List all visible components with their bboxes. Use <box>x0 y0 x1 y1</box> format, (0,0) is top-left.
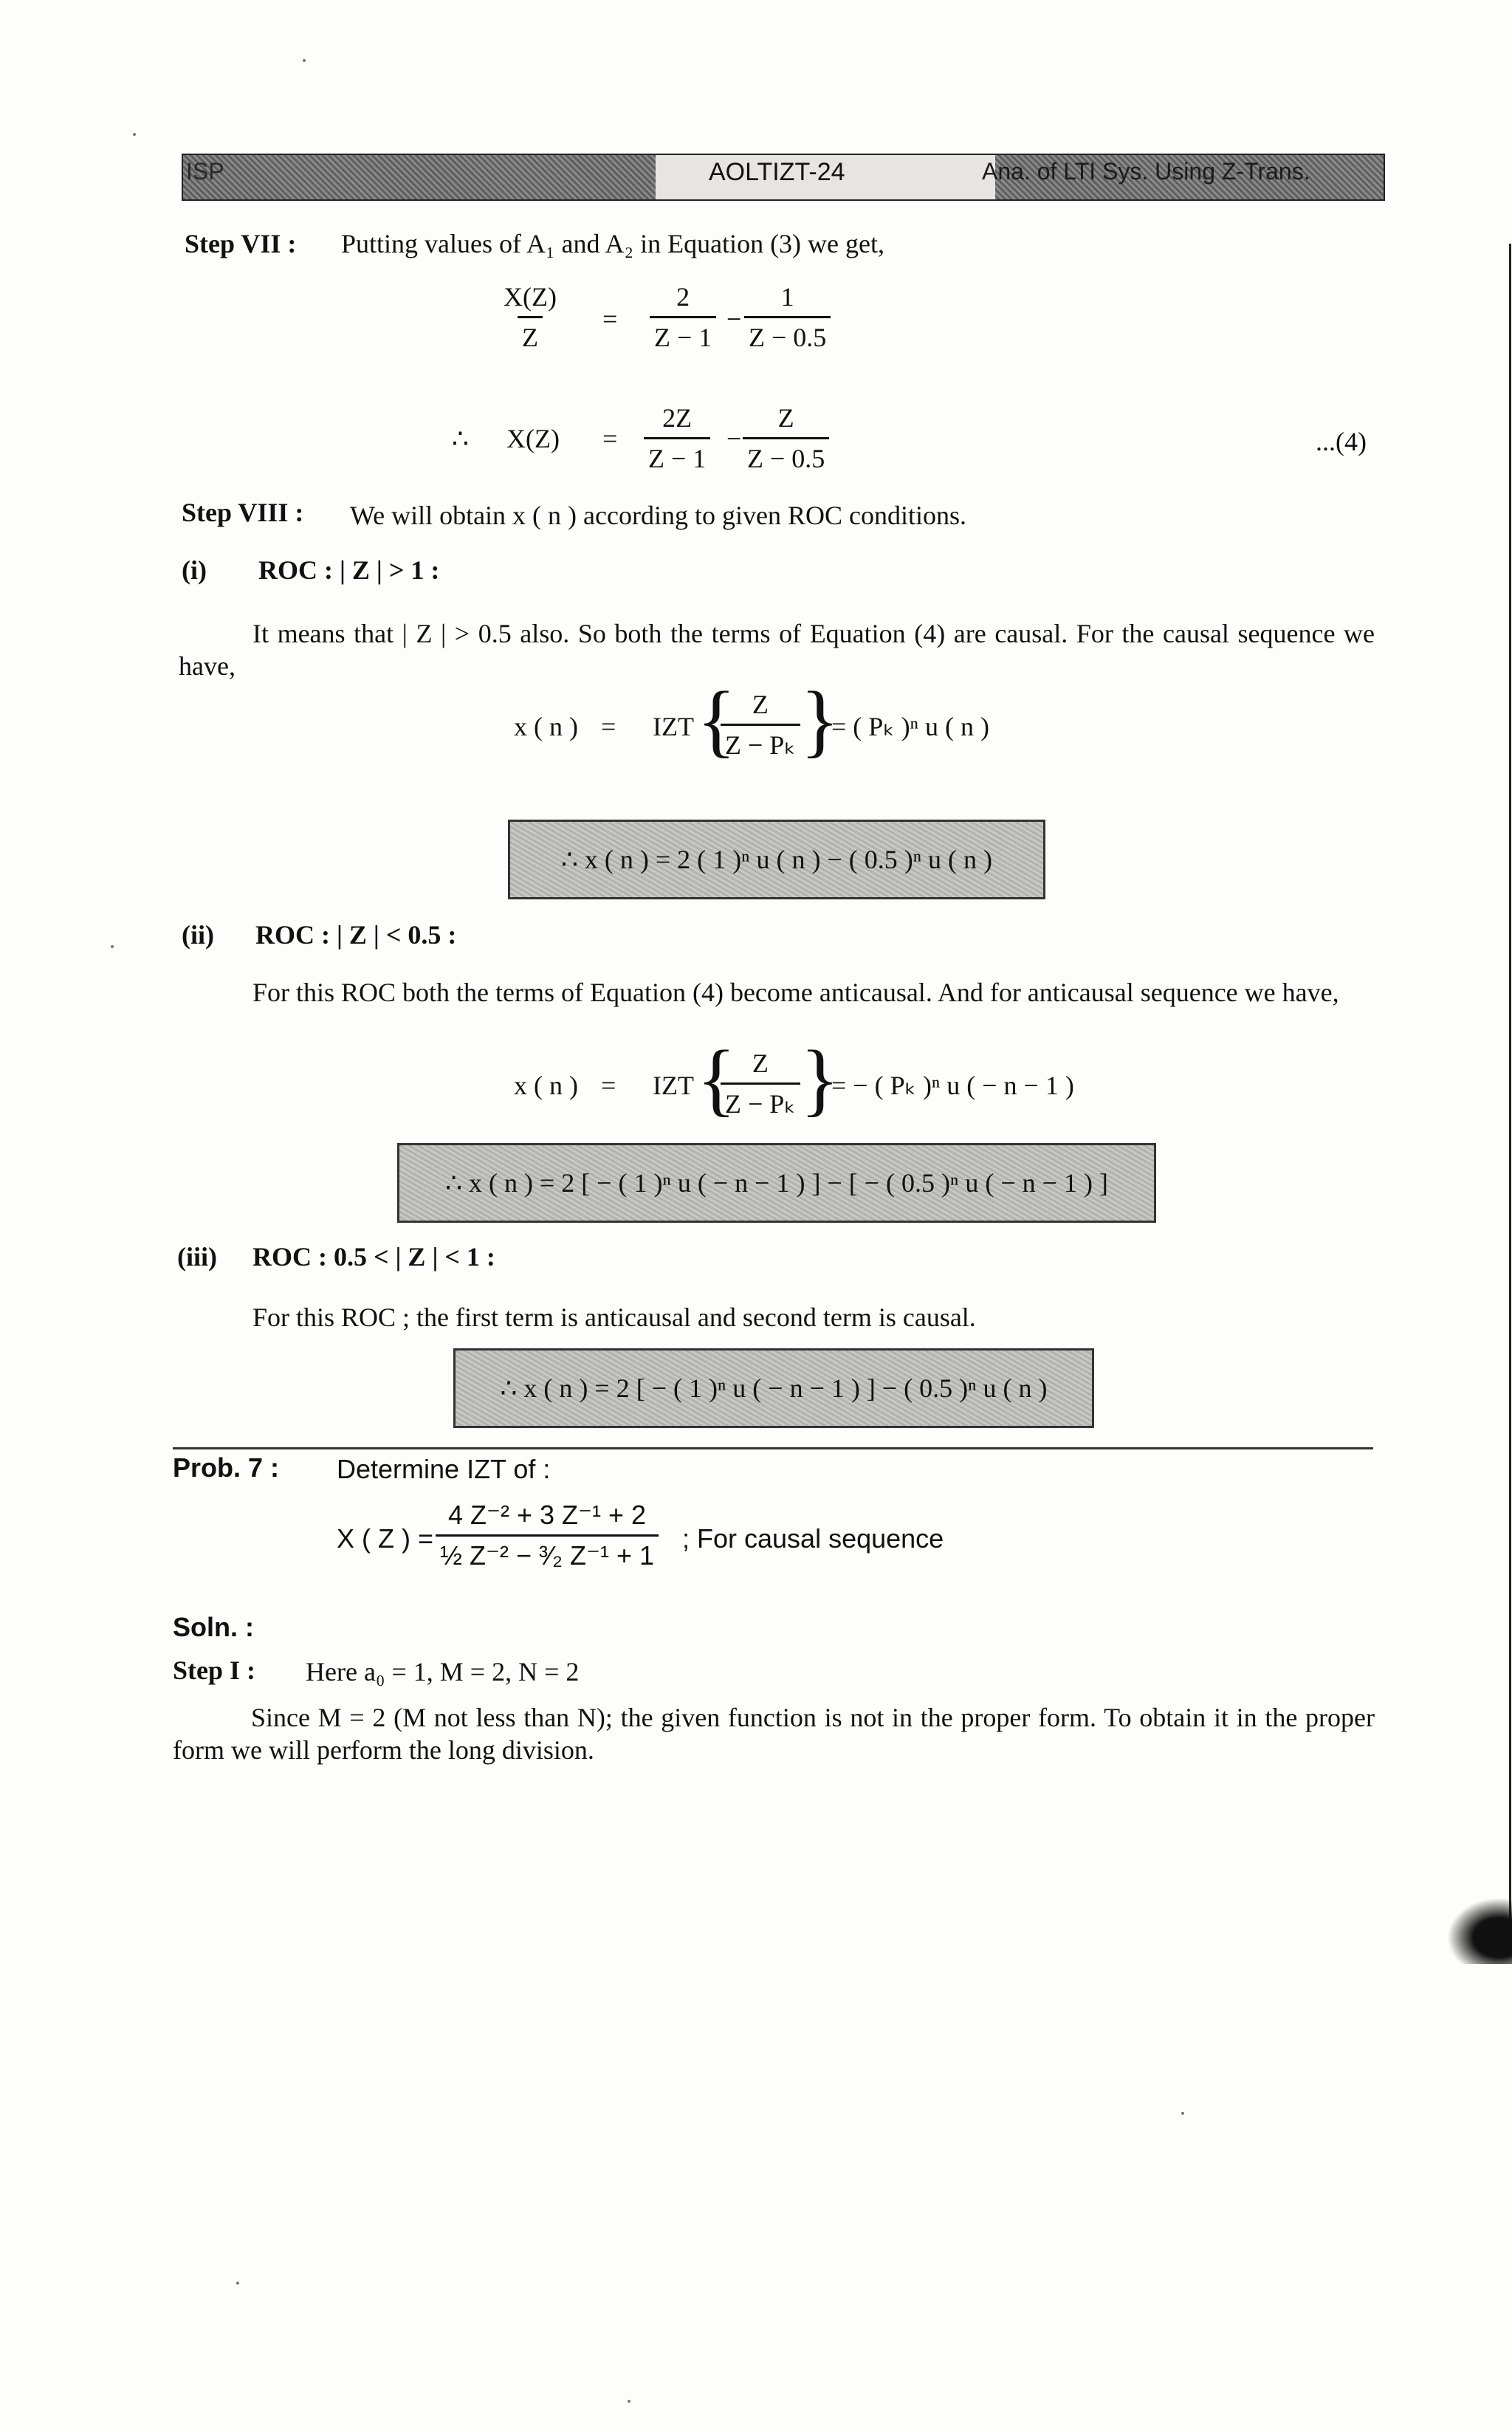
result-formula: ∴ x ( n ) = 2 [ − ( 1 )ⁿ u ( − n − 1 ) ] − ( 0.5 )ⁿ u ( n ) <box>500 1373 1048 1403</box>
paragraph: Since M = 2 (M not less than N); the given function is not in the proper form. To obtain it in the proper form we will perform the long division. <box>173 1703 1375 1765</box>
roc-heading: ROC : 0.5 < | Z | < 1 : <box>252 1242 495 1272</box>
paragraph: It means that | Z | > 0.5 also. So both the terms of Equation (4) are causal. For the causal sequence we have, <box>179 619 1375 681</box>
case-number: (ii) <box>182 920 214 950</box>
numerator: Z <box>777 403 794 433</box>
fraction <box>721 688 800 761</box>
left-brace: { <box>697 675 736 765</box>
case-number: (i) <box>182 555 207 585</box>
step-text: Here a₀ = 1, M = 2, N = 2 <box>306 1657 580 1686</box>
scan-speck <box>1181 2112 1184 2115</box>
problem-lhs: X ( Z ) = <box>337 1523 434 1554</box>
denominator: Z − 1 <box>644 437 710 475</box>
therefore-symbol: ∴ <box>452 424 469 453</box>
fraction <box>650 281 716 354</box>
equals-sign: = <box>602 304 618 334</box>
numerator: Z <box>752 1049 769 1078</box>
denominator: Z − Pₖ <box>721 1082 800 1120</box>
scan-speck <box>133 133 136 136</box>
denominator: Z − Pₖ <box>721 724 800 761</box>
minus-sign: − <box>726 304 742 334</box>
numerator: Z <box>752 690 769 719</box>
roc-heading: ROC : | Z | < 0.5 : <box>255 920 457 950</box>
right-brace: } <box>800 675 839 765</box>
denominator: ½ Z⁻² − ³⁄₂ Z⁻¹ + 1 <box>436 1534 659 1572</box>
formula-lhs: x ( n ) <box>514 1071 578 1100</box>
solution-label: Soln. : <box>173 1612 254 1642</box>
scan-speck <box>303 59 306 62</box>
step-label: Step VIII : <box>182 498 304 527</box>
fraction <box>644 402 710 475</box>
header-page-code: AOLTIZT-24 <box>709 158 845 186</box>
equals-sign: = <box>601 1071 616 1100</box>
scan-speck <box>236 2282 239 2285</box>
result-box <box>397 1143 1156 1223</box>
result-box <box>508 820 1045 899</box>
numerator: 1 <box>780 282 794 312</box>
izt-operator: IZT <box>653 712 694 741</box>
numerator: 2 <box>676 282 690 312</box>
equation-lhs: X(Z) <box>506 424 560 453</box>
fraction <box>743 402 829 475</box>
header-chapter-title: Ana. of LTI Sys. Using Z-Trans. <box>982 158 1310 185</box>
denominator: Z <box>518 316 543 354</box>
fraction <box>721 1047 800 1120</box>
case-number: (iii) <box>177 1242 217 1272</box>
fraction <box>436 1499 659 1572</box>
scan-speck <box>111 945 114 948</box>
step-label: Step VII : <box>185 229 297 258</box>
equation-number: ...(4) <box>1316 427 1367 456</box>
equals-sign: = <box>601 712 616 741</box>
step-text: Putting values of A₁ and A₂ in Equation (3) we get, <box>341 229 884 258</box>
numerator: X(Z) <box>504 282 557 312</box>
result-formula: ∴ x ( n ) = 2 ( 1 )ⁿ u ( n ) − ( 0.5 )ⁿ u ( n ) <box>560 845 993 874</box>
izt-operator: IZT <box>653 1071 694 1100</box>
formula-rhs: = ( Pₖ )ⁿ u ( n ) <box>831 712 989 741</box>
denominator: Z − 1 <box>650 316 716 354</box>
horizontal-rule <box>173 1447 1373 1449</box>
problem-note: ; For causal sequence <box>682 1523 944 1554</box>
step-label: Step I : <box>173 1655 256 1685</box>
right-brace: } <box>800 1034 839 1124</box>
paragraph: For this ROC ; the first term is anticausal and second term is causal. <box>252 1303 976 1332</box>
formula-lhs: x ( n ) <box>514 712 578 741</box>
numerator: 4 Z⁻² + 3 Z⁻¹ + 2 <box>447 1500 647 1530</box>
formula-rhs: = − ( Pₖ )ⁿ u ( − n − 1 ) <box>831 1071 1074 1100</box>
header-left-text: ISP <box>186 158 224 185</box>
numerator: 2Z <box>662 403 693 433</box>
step-text: We will obtain x ( n ) according to given ROC conditions. <box>350 501 966 530</box>
paragraph: For this ROC both the terms of Equation (4) become anticausal. And for anticausal sequence we have, <box>252 978 1339 1007</box>
roc-heading: ROC : | Z | > 1 : <box>258 555 440 585</box>
denominator: Z − 0.5 <box>744 316 831 354</box>
equals-sign: = <box>602 424 618 453</box>
result-formula: ∴ x ( n ) = 2 [ − ( 1 )ⁿ u ( − n − 1 ) ] − [ − ( 0.5 )ⁿ u ( − n − 1 ) ] <box>445 1168 1108 1198</box>
scan-speck <box>628 2400 630 2403</box>
fraction <box>744 281 831 354</box>
page-edge-line <box>1509 244 1511 1942</box>
denominator: Z − 0.5 <box>743 437 829 475</box>
left-brace: { <box>697 1034 736 1124</box>
page-edge-mark <box>1447 1898 1512 1964</box>
minus-sign: − <box>726 424 742 453</box>
problem-text: Determine IZT of : <box>337 1454 551 1484</box>
fraction <box>499 281 561 354</box>
problem-label: Prob. 7 : <box>173 1452 280 1483</box>
result-box <box>453 1348 1094 1428</box>
